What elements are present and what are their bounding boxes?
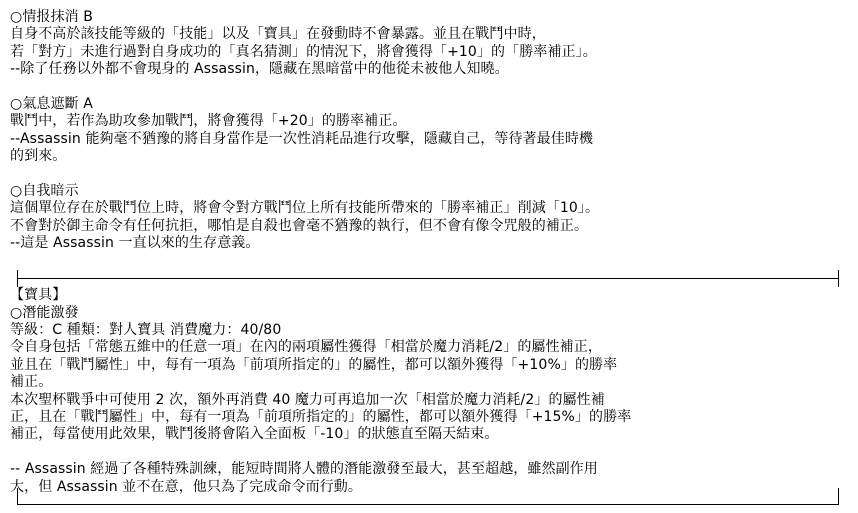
skill-text: 不會對於御主命令有任何抗拒，哪怕是自殺也會毫不猶豫的執行，但不會有像令咒般的補正。 [10,217,589,234]
skill-title: ○情报抹消 B [10,9,93,25]
noble-phantasm-stats: 等級：C 種類：對人寶具 消費魔力：40/80 [10,322,282,339]
section-divider-top [10,270,850,287]
skill-text: 若「對方」未進行過對自身成功的「真名猜測」的情況下，將會獲得「+10」的「勝率補正」。 [10,43,597,60]
section-divider-bottom [10,496,850,513]
noble-phantasm-text: 並且在「戰鬥屬性」中，每有一項為「前項所指定的」的屬性，都可以額外獲得「+10%」的勝率 [10,356,618,373]
skill-title: ○氣息遮斷 A [10,95,93,112]
divider-tick-left [17,488,18,504]
noble-phantasm-text: 補正，每當使用此效果，戰鬥後將會陷入全面板「-10」的狀態直至隔天結束。 [10,426,499,443]
noble-phantasm-title: ○潛能激發 [10,304,79,321]
noble-phantasm-text: 令自身包括「常態五維中的任意一項」在內的兩項屬性獲得「相當於魔力消耗/2」的屬性補正， [10,339,602,356]
skill-section [10,183,850,253]
document [10,9,850,513]
noble-phantasm-flavor: -- Assassin 經過了各種特殊訓練，能短時間將人體的潛能激發至最大，甚至超越，雖然副作用 [10,461,598,478]
divider-line [17,504,839,505]
skill-text: --這是 Assassin 一直以來的生存意義。 [10,235,260,252]
skill-section [10,96,850,166]
spacer [10,166,850,183]
spacer [10,79,850,96]
spacer [10,444,850,461]
skill-text: --Assassin 能夠毫不猶豫的將自身當作是一次性消耗品進行攻擊，隱藏自己，等待著最佳時機 [10,130,594,147]
noble-phantasm-header: 【寶具】 [10,287,67,304]
noble-phantasm-text: 正，且在「戰鬥屬性」中，每有一項為「前項所指定的」的屬性，都可以額外獲得「+15%」的勝率 [10,408,632,425]
noble-phantasm-flavor: 大，但 Assassin 並不在意，他只為了完成命令而行動。 [10,478,362,495]
spacer [10,252,850,269]
skill-text: 戰鬥中，若作為助攻參加戰鬥，將會獲得「+20」的勝率補正。 [10,113,407,130]
skill-section [10,9,850,79]
skill-text: 這個單位存在於戰鬥位上時，將會令對方戰鬥位上所有技能所帶來的「勝率補正」削減「10」。 [10,200,600,217]
noble-phantasm-text: 補正。 [10,374,53,391]
skill-title: ○自我暗示 [10,182,79,199]
divider-tick-right [838,488,839,504]
skill-text: 自身不高於該技能等級的「技能」以及「寶具」在發動時不會暴露。並且在戰鬥中時， [10,26,546,43]
noble-phantasm-text: 本次聖杯戰爭中可使用 2 次，額外再消費 40 魔力可再追加一次「相當於魔力消耗/2」的屬性補 [10,391,605,408]
skill-text: 的到來。 [10,148,67,165]
divider-tick-right [838,270,839,287]
skill-text: --除了任務以外都不會現身的 Assassin，隱藏在黑暗當中的他從未被他人知曉。 [10,61,509,78]
noble-phantasm-section [10,287,850,496]
divider-line [17,278,839,279]
